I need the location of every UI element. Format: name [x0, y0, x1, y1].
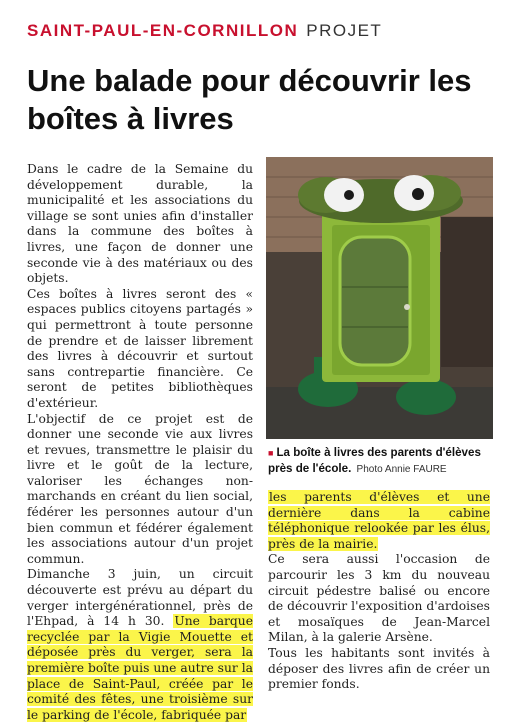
- paragraph-walk: Ce sera aussi l'occasion de parcourir les 3 km du nouveau circuit pédestre balisé ou encore de découvrir l'exposition d'ardoises et mosaïques de Jean-Marcel Milan, à la galerie Arsène.: [268, 552, 490, 645]
- article-column-right: [268, 490, 490, 693]
- section-kicker: [27, 21, 382, 41]
- article-photo: [266, 157, 493, 439]
- event-text: Dimanche 3 juin, un circuit découverte est prévu au départ du verger intergénérationnel, près de l'Ehpad, à 14 h 30.: [27, 567, 253, 629]
- book-box-photo-illustration: [266, 157, 493, 439]
- article-headline: Une balade pour découvrir les boîtes à livres: [27, 63, 472, 136]
- paragraph-event: [27, 567, 253, 723]
- paragraph-definition: Ces boîtes à livres seront des « espaces publics citoyens partagés » qui permettront à toute personne de prendre et de laisser librement des livres à découvrir et surtout sans contrepartie financière. Ce seront de petites bibliothèques d'extérieur.: [27, 286, 253, 410]
- article-column-left: [27, 162, 253, 723]
- photo-caption: [268, 445, 494, 477]
- paragraph-continuation: [268, 490, 490, 552]
- caption-text: La boîte à livres des parents d'élèves près de l'école.: [268, 446, 481, 475]
- paragraph-intro: Dans le cadre de la Semaine du développement durable, la municipalité et les associations du village se sont unies afin d'installer dans la commune des boîtes à livres, une façon de donner une seconde vie à des matériaux ou des objets.: [27, 162, 253, 286]
- photo-credit: Photo Annie FAURE: [356, 464, 447, 475]
- highlighted-text-continued: les parents d'élèves et une dernière dans la cabine téléphonique relookée par les élus, près de la mairie.: [268, 490, 490, 551]
- paragraph-objective: L'objectif de ce projet est de donner une seconde vie aux livres et revues, transmettre le plaisir du livre et le goût de la lecture, valoriser les échanges non-marchands en créant du lien social, fédérer les personnes autour d'un bien commun et fédérer également les associations autour d'un projet commun.: [27, 411, 253, 566]
- caption-square-icon: ■: [268, 448, 274, 458]
- highlighted-text: Une barque recyclée par la Vigie Mouette et déposée près du verger, sera la première boîte puis une autre sur la place de Saint-Paul, créée par le comité des fêtes, une troisième sur le parking de l'école, fabriquée par: [27, 614, 253, 722]
- rubric-label: PROJET: [306, 21, 383, 40]
- paragraph-invitation: Tous les habitants sont invités à déposer des livres afin de créer un premier fonds.: [268, 645, 490, 692]
- location-label: SAINT-PAUL-EN-CORNILLON: [27, 21, 299, 40]
